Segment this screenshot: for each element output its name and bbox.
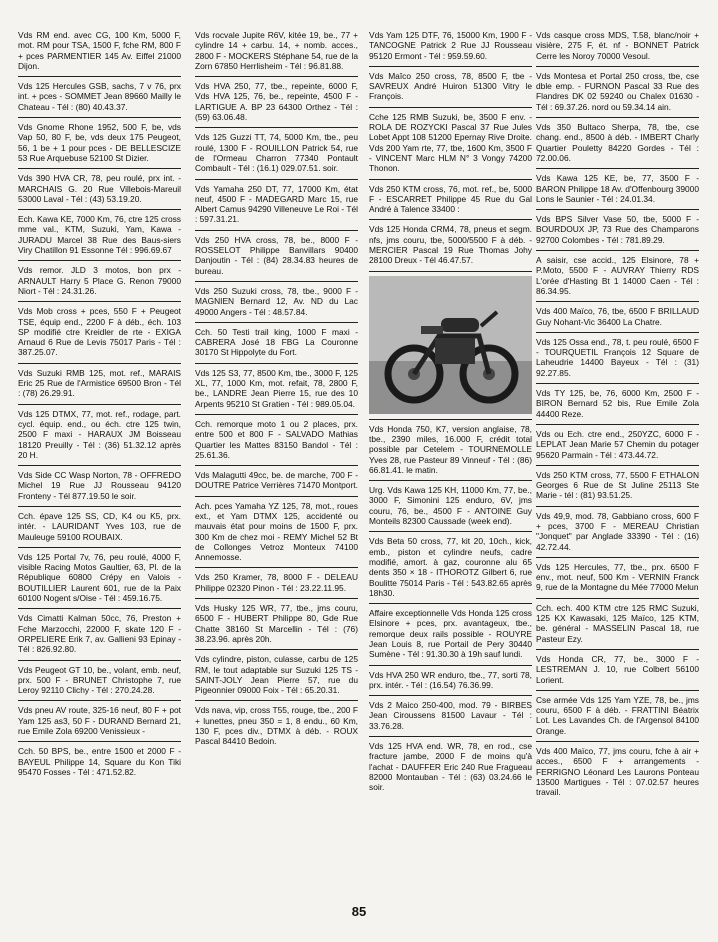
ad-separator bbox=[18, 301, 181, 302]
classified-ad: Vds 400 Maïco, 77, jms couru, fche à air + acces., 6500 F + arrangements - FERRIGNO Léonard Les Laurons Ponteau 13500 Martigues - Tél : 07.02.57 heures travail. bbox=[536, 746, 699, 798]
ad-separator bbox=[536, 598, 699, 599]
classified-ad: Vds 250 Kramer, 78, 8000 F - DELEAU Philippe 02320 Pinon - Tél : 23.22.11.95. bbox=[195, 572, 358, 593]
classified-ad: Ach. pces Yamaha YZ 125, 78, mot., roues ext., et Yam DTMX 125, accidenté ou mauvais état pour moins de 1500 F, prx. 300 Km de chez moi - REMY Michel 52 Bt de Collonges Vetroz Monteux 74100 Annemosse. bbox=[195, 500, 358, 563]
classified-ad: Vds BPS Silver Vase 50, tbe, 5000 F - BOURDOUX JP, 73 Rue des Champarons 92700 Colombes - Tél : 781.89.29. bbox=[536, 214, 699, 245]
classified-ad: Vds Malagutti 49cc, be. de marche, 700 F - DOUTRE Patrice Verrières 71470 Montport. bbox=[195, 470, 358, 491]
classified-ad: Vds HVA 250, 77, tbe., repeinte, 6000 F, Vds HVA 125, 76, be., repeinte, 4500 F - LARTIGUE A. BP 23 64300 Orthez - Tél : (59) 63.06.48. bbox=[195, 81, 358, 123]
classified-ad: Vds HVA 250 WR enduro, tbe., 77, sorti 78, prx. intér. - Tél : (16.54) 76.36.99. bbox=[369, 669, 532, 690]
ad-separator bbox=[18, 547, 181, 548]
ad-separator bbox=[369, 271, 532, 272]
column-1 bbox=[18, 30, 181, 779]
ad-separator bbox=[369, 107, 532, 108]
ad-separator bbox=[369, 179, 532, 180]
classified-ad: Vds pneu AV route, 325-16 neuf, 80 F + pot Yam 125 as3, 50 F - DURAND Bernard 21, rue Emile Zola 69200 Venissieux - bbox=[18, 705, 181, 737]
classified-ad: Vds Maîco 250 cross, 78, 8500 F, tbe - SAVREUX André Huiron 51300 Vitry le François. bbox=[369, 70, 532, 102]
ad-separator bbox=[369, 531, 532, 532]
classified-ad: Cch. 50 Testi trail king, 1000 F maxi - CABRERA José 18 FBG La Couronne 30170 St Hippolyte du Fort. bbox=[195, 326, 358, 358]
classified-ad: Vds nava, vip, cross T55, rouge, tbe., 200 F + lunettes, pneu 350 = 1, 8 endu., 60 Km, 130 F, pces div., DTMX à déb. - ROUX Pascal 84410 Bedoin. bbox=[195, 705, 358, 747]
classified-ad: Vds 125 DTMX, 77, mot. ref., rodage, part. cycl. équip. end., ou éch. ctre 125 twin, 2500 F maxi - HARAUX JM Boisseau 18120 Preuilly - Tél : (36) 51.32.12 après 20 H. bbox=[18, 408, 181, 460]
ad-separator bbox=[18, 209, 181, 210]
classified-ad: Vds 250 HVA cross, 78, be., 8000 F - ROSSELOT Philippe Banvillars 90400 Danjoutin - Tél : (84) 28.34.83 heures de bureau. bbox=[195, 234, 358, 276]
ad-separator bbox=[536, 383, 699, 384]
ad-separator bbox=[369, 603, 532, 604]
ad-separator bbox=[536, 301, 699, 302]
classified-ad: Vds cylindre, piston, culasse, carbu de 125 RM, le tout adaptable sur Suzuki 125 TS - SAINT-JOLY Jean Pierre 57, rue du Pigeonnier 09000 Foix - Tél : 65.20.31. bbox=[195, 654, 358, 696]
ad-separator bbox=[536, 649, 699, 650]
classified-ad: Cch. ech. 400 KTM ctre 125 RMC Suzuki, 125 KX Kawasaki, 125 Maïco, 125 KTM, be. général - MASSELIN Pascal 18, rue Pasteur Ezy. bbox=[536, 602, 699, 644]
ad-separator bbox=[195, 598, 358, 599]
ad-separator bbox=[195, 76, 358, 77]
classified-ad: Vds TY 125, be, 76, 6000 Km, 2500 F - BIRON Bernard 52 bis, Rue Emile Zola 44400 Reze. bbox=[536, 388, 699, 419]
classified-ad: Vds 250 KTM cross, 76, mot. ref., be, 5000 F - ESCARRET Philippe 45 Rue du Gal André à Talence 33400 : bbox=[369, 183, 532, 215]
ad-separator bbox=[18, 260, 181, 261]
ad-separator bbox=[369, 66, 532, 67]
ad-separator bbox=[536, 690, 699, 691]
classified-ad: Vds 125 Hercules, 77, tbe., prx. 6500 F env., mot. neuf, 500 Km - VERNIN Franck 9, rue de la Montagne du Mée 77000 Melun bbox=[536, 561, 699, 593]
ad-separator bbox=[369, 480, 532, 481]
ad-separator bbox=[18, 363, 181, 364]
classified-ad: Vds Montesa et Portal 250 cross, tbe, cse dble emp. - FURNON Pascal 33 Rue des Flandres DK 02 59240 ou Chalex 01630 - Tél : 69.37.26. nord ou 59.34.14 ain. bbox=[536, 70, 699, 112]
classified-ad: Vds 125 Hercules GSB, sachs, 7 v 76, prx int. + pces - SOMMET Jean 89660 Mailly le Chateau - Tél : (80) 40.43.37. bbox=[18, 81, 181, 112]
classified-ad: Vds Beta 50 cross, 77, kit 20, 10ch., kick, emb., piston et cylindre neufs, cadre modifié, amort. à gaz, couronne alu 65 dents 350 × 18 - ITHOROTZ Gilbert 6, rue Boulitte 75014 Paris - Tél : 543.82.65 après 18h30. bbox=[369, 536, 532, 598]
ad-separator bbox=[536, 557, 699, 558]
classified-ad: Vds 400 Maïco, 76, tbe, 6500 F BRILLAUD Guy Nohant-Vic 36400 La Chatre. bbox=[536, 306, 699, 327]
classified-ad: Vds Yam 125 DTF, 76, 15000 Km, 1900 F - TANCOGNE Patrick 2 Rue JJ Rousseau 95120 Ermont - Tél : 959.59.60. bbox=[369, 30, 532, 61]
ad-separator bbox=[369, 695, 532, 696]
ad-separator bbox=[18, 700, 181, 701]
classified-ad: Vds Kawa 125 KE, be, 77, 3500 F - BARON Philippe 18 Av. d'Offenbourg 39000 Lons le Saunier - Tél : 24.01.34. bbox=[536, 173, 699, 204]
classified-ad: Vds remor. JLD 3 motos, bon prx - ARNAULT Harry 5 Place G. Renon 79000 Niort - Tél : 24.31.26. bbox=[18, 265, 181, 296]
classified-ad: Vds Gnome Rhone 1952, 500 F, be, vds Vap 50, 80 F, be, vds deux 175 Peugeot, 56, 1 be + 1 pour pces - DE BELLESCIZE 53 Rue Arquebuse 52100 St Dizier. bbox=[18, 122, 181, 163]
ad-separator bbox=[536, 741, 699, 742]
ad-separator bbox=[18, 117, 181, 118]
ad-separator bbox=[195, 363, 358, 364]
ad-separator bbox=[369, 736, 532, 737]
classified-ad: Vds Mob cross + pces, 550 F + Peugeot TSE, équip end., 2200 F à déb., éch. 103 SP modifié ctre Kreidler de rte - EXIGA Arnaud 6 Rue de Levis 75017 Paris - Tél : 387.25.07. bbox=[18, 306, 181, 358]
classified-ad: Vds Cimatti Kalman 50cc, 76, Preston + Fche Marzocchi, 22000 F, skate 120 F - ORPELIERE Erik 7, av. Gallieni 93 Epinay - Tél : 826.92.80. bbox=[18, 613, 181, 655]
classified-ad: Vds 125 Ossa end., 78, t. peu roulé, 6500 F - TOURQUETIL François 12 Square de Laheudrie 14400 Bayeux - Tél : (31) 92.27.85. bbox=[536, 336, 699, 378]
ad-separator bbox=[536, 168, 699, 169]
classified-ad: Vds Yamaha 250 DT, 77, 17000 Km, état neuf, 4500 F - MADEGARD Marc 15, rue Albert Camus 94290 Villeneuve Le Roi - Tél : 597.31.21. bbox=[195, 183, 358, 225]
classified-ad: Vds Suzuki RMB 125, mot. ref., MARAIS Eric 25 Rue de l'Armistice 69500 Bron - Tél : (78) 26.29.91. bbox=[18, 367, 181, 399]
classified-ad: Vds 125 Portal 7v, 76, peu roulé, 4000 F, visible Racing Motos Gaultier, 63, Pl. de la République 60800 Crépy en Valois - BOUTILLIER Laurent 601, rue de la Paix 60100 Nogent s/Oise - Tél : 459.16.75. bbox=[18, 551, 181, 604]
ad-separator bbox=[195, 127, 358, 128]
classified-ad: Vds Peugeot GT 10, be., volant, emb. neuf, prx. 500 F - BRUNET Christophe 7, rue Leroy 92110 Clichy - Tél : 270.24.28. bbox=[18, 664, 181, 696]
ad-separator bbox=[18, 741, 181, 742]
ad-separator bbox=[536, 250, 699, 251]
classified-ad: Affaire exceptionnelle Vds Honda 125 cross Elsinore + pces, prx. avantageux, tbe., remorque deux rails possible - ROUYRE Jean Louis 8, rue Portail de Pery 30440 Sumène - Tél : 91.30.30 à 19h sauf lundi. bbox=[369, 608, 532, 660]
classified-ad: A saisir, cse accid., 125 Elsinore, 78 + P.Moto, 5500 F - AUVRAY Thierry RDS L'orée d'Hasting Bt 1 14000 Caen - Tél : 86.34.95. bbox=[536, 255, 699, 296]
page-number: 85 bbox=[351, 904, 367, 919]
classified-ad: Vds ou Ech. ctre end., 250YZC, 6000 F - LEPLAT Jean Marie 57 Chemin du potager 95620 Parmain - Tél : 473.44.72. bbox=[536, 428, 699, 460]
classified-ad: Vds RM end. avec CG, 100 Km, 5000 F, mot. RM pour TSA, 1500 F, fche RM, 800 F + pces PARMENTIER 145 Av. Eiffel 21000 Dijon. bbox=[18, 30, 181, 71]
ad-separator bbox=[18, 465, 181, 466]
ad-separator bbox=[195, 322, 358, 323]
ad-separator bbox=[195, 496, 358, 497]
classified-ad: Vds Husky 125 WR, 77, tbe., jms couru, 6500 F - HUBERT Philippe 80, Gde Rue Chatte 38160 St Marcellin - Tél : (76) 38.23.96. après 20h. bbox=[195, 603, 358, 644]
ad-separator bbox=[369, 419, 532, 420]
classified-ad: Vds Honda 750, K7, version anglaise, 78, tbe., 2390 miles, 16.000 F, crédit total possible par Cetelem - TOURNEMOLLE Yves 28, rue Pasteur 89 Vinneuf - Tél : (86) 66.81.41. le matin. bbox=[369, 423, 532, 475]
ad-separator bbox=[195, 281, 358, 282]
classified-ad: Cch. 50 BPS, be., entre 1500 et 2000 F - BAYEUL Philippe 14, Square du Kon Tiki 95470 Fosses - Tél : 471.52.82. bbox=[18, 746, 181, 777]
ad-separator bbox=[195, 700, 358, 701]
classified-ad: Cse armée Vds 125 Yam YZE, 78, be., jms couru, 6500 F à déb. - FRATTINI Béatrix Lot. Les Lavandes Ch. de l'Argensol 84100 Orange. bbox=[536, 694, 699, 736]
ad-separator bbox=[18, 506, 181, 507]
classified-ad: Vds 125 HVA end. WR, 78, en rod., cse fracture jambe, 2000 F de moins qu'à l'achat - DAUFFER Eric 240 Rue Fragueau 82000 Montauban - Tél : (63) 03.24.66 le soir. bbox=[369, 741, 532, 793]
classified-ad: Vds 2 Maico 250-400, mod. 79 - BIRBES Jean Ciroussens 81500 Lavaur - Tél : 33.76.28. bbox=[369, 700, 532, 731]
ad-separator bbox=[536, 332, 699, 333]
ad-separator bbox=[195, 230, 358, 231]
column-3 bbox=[369, 30, 532, 795]
classified-ad: Vds rocvale Jupite R6V, kitée 19, be., 77 + cylindre 14 + carbu. 14, + nomb. acces., 2800 F - MOCKERS Stéphane 54, rue de la Zorn 67850 Herrlisheim - Tél : 96.81.88. bbox=[195, 30, 358, 71]
column-2 bbox=[195, 30, 358, 749]
classified-ad: Vds 125 Honda CRM4, 78, pneus et segm. nfs, jms couru, tbe, 5000/5500 F à déb. - MERCIER Pascal 19 Rue Thomas Johy 28100 Dreux - Tél 46.47.57. bbox=[369, 224, 532, 266]
motorcycle-photo bbox=[369, 276, 532, 414]
classified-ad: Ech. Kawa KE, 7000 Km, 76, ctre 125 cross mme val., KTM, Suzuki, Yam, Kawa - JURADU Marcel 38 Rue des Baus-siers Viry Chatillon 91 Essonne Tél : 996.69.67 bbox=[18, 214, 181, 256]
classified-ad: Vds 350 Bultaco Sherpa, 78, tbe, cse chang. end., 8500 à déb. - IMBERT Charly Quartier Pouletty 84220 Gordes - Tél : 72.00.06. bbox=[536, 122, 699, 163]
classified-ad: Cch. remorque moto 1 ou 2 places, prx. entre 500 et 800 F - SALVADO Mathias Quartier les Mattes 83150 Bandol - Tél : 25.61.36. bbox=[195, 418, 358, 460]
ad-separator bbox=[195, 567, 358, 568]
ad-separator bbox=[536, 465, 699, 466]
classified-ad: Vds casque cross MDS, T.58, blanc/noir + visière, 275 F, ét. nf - BONNET Patrick Cerre les Noroy 70000 Vesoul. bbox=[536, 30, 699, 61]
classified-ad: Vds 125 S3, 77, 8500 Km, tbe., 3000 F, 125 XL, 77, 1000 Km, mot. refait, 78, 2800 F, be., LANDRE Jean Pierre 15, rue des 10 Arpents 95210 St Gratien - Tél : 989.05.04. bbox=[195, 367, 358, 409]
ad-separator bbox=[369, 665, 532, 666]
ad-separator bbox=[536, 506, 699, 507]
ad-separator bbox=[195, 414, 358, 415]
ad-separator bbox=[18, 404, 181, 405]
ad-separator bbox=[18, 660, 181, 661]
classified-ad: Vds Honda CR, 77, be., 3000 F - LESTREMAN J. 10, rue Colbert 56100 Lorient. bbox=[536, 653, 699, 685]
ad-separator bbox=[195, 465, 358, 466]
classified-ad: Vds 49,9, mod. 78, Gabbiano cross, 600 F + pces, 3700 F - MEREAU Christian "Jonquet" par Anglade 33390 - Tél : (16) 42.72.44. bbox=[536, 510, 699, 552]
classified-ad: Vds 125 Guzzi TT, 74, 5000 Km, tbe., peu roulé, 1300 F - ROUILLON Patrick 54, rue de l'Ormeau Charron 77340 Pontault Combault - Tél : (16.1) 029.07.51. soir. bbox=[195, 132, 358, 174]
ad-separator bbox=[18, 168, 181, 169]
classified-ad: Vds 390 HVA CR, 78, peu roulé, prx int. - MARCHAIS G. 20 Rue Villebois-Mareuil 53000 Laval - Tél : (43) 53.19.20. bbox=[18, 173, 181, 204]
classified-ad: Cche 125 RMB Suzuki, be, 3500 F env. - ROLA DE ROZYCKI Pascal 37 Rue Jules Lobet Appt 108 51200 Epernay Rive Droite. Vds 200 Yam rte, 77, tbe, 1600 Km, 3500 F - VINCENT Marc HLM N° 3 Vongy 74200 Thonon. bbox=[369, 111, 532, 174]
ad-separator bbox=[536, 424, 699, 425]
column-4 bbox=[536, 30, 699, 800]
ad-separator bbox=[536, 117, 699, 118]
ad-separator bbox=[195, 649, 358, 650]
classified-ad: Vds Side CC Wasp Norton, 78 - OFFREDO Michel 19 Rue JJ Rousseau 94120 Fronteny - Tél 877.19.50 le soir. bbox=[18, 470, 181, 501]
ad-separator bbox=[195, 179, 358, 180]
ad-separator bbox=[18, 76, 181, 77]
ad-separator bbox=[536, 209, 699, 210]
classified-ad: Urg. Vds Kawa 125 KH, 11000 Km, 77, be., 3000 F, Simonini 125 enduro, 6V, jms couru, 76, be., 4500 F - ANTOINE Guy Monteils 82300 Caussade (week end). bbox=[369, 485, 532, 527]
ad-separator bbox=[369, 219, 532, 220]
classified-ad: Cch. épave 125 SS, CD, K4 ou K5, prx. intér. - LAURIDANT Yves 103, rue de Mauleuge 59100 ROUBAIX. bbox=[18, 510, 181, 542]
ad-separator bbox=[18, 608, 181, 609]
classified-ad: Vds 250 KTM cross, 77, 5500 F ETHALON Georges 6 Rue de St Juline 25113 Ste Marie - tél : (81) 93.51.25. bbox=[536, 469, 699, 501]
ad-separator bbox=[536, 66, 699, 67]
classified-ad: Vds 250 Suzuki cross, 78, tbe., 9000 F - MAGNIEN Bernard 12, Av. ND du Lac 49000 Angers - Tél : 48.57.84. bbox=[195, 285, 358, 317]
